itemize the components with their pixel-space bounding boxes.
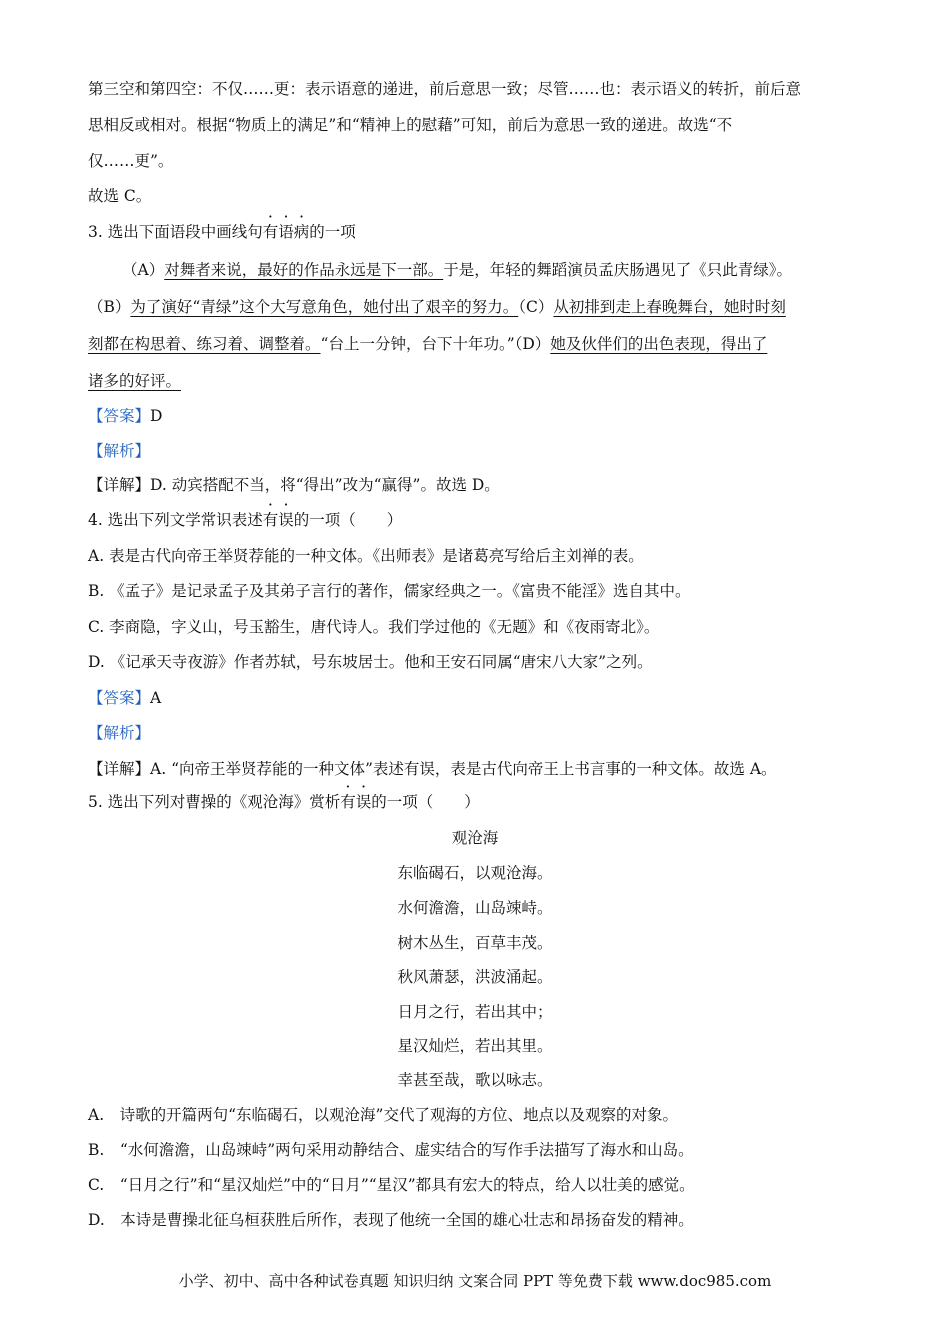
passage-line-3: 刻都在构思着、练习着、调整着。“台上一分钟，台下十年功。”（D）她及伙伴们的出色表现，得出了	[88, 335, 768, 353]
question-3-stem: 3. 选出下面语段中画线句有语病的一项	[88, 223, 356, 241]
explanation-line-2: 思相反或相对。根据“物质上的满足”和“精神上的慰藉”可知，前后为意思一致的递进。故选“不	[88, 116, 733, 134]
option-4d: D. 《记承天寺夜游》作者苏轼，号东坡居士。他和王安石同属“唐宋八大家”之列。	[88, 653, 653, 671]
detail-3: 【详解】D. 动宾搭配不当，将“得出”改为“赢得”。故选 D。	[88, 476, 500, 494]
analysis-label-3: 【解析】	[88, 442, 151, 460]
passage-line-2: （B）为了演好“青绿”这个大写意角色，她付出了艰辛的努力。（C）从初排到走上春晚舞台，她时时刻	[88, 298, 786, 316]
poem-line: 星汉灿烂，若出其里。	[397, 1037, 553, 1055]
poem-line: 水何澹澹，山岛竦峙。	[397, 899, 553, 917]
poem-line: 东临碣石，以观沧海。	[397, 864, 553, 882]
poem-line: 幸甚至哉，歌以咏志。	[397, 1071, 553, 1089]
option-4a: A. 表是古代向帝王举贤荐能的一种文体。《出师表》是诸葛亮写给后主刘禅的表。	[88, 547, 644, 565]
option-5a: A. 诗歌的开篇两句“东临碣石，以观沧海”交代了观海的方位、地点以及观察的对象。	[88, 1106, 678, 1124]
explanation-line-3: 仅……更”。	[88, 152, 174, 170]
answer-3: 【答案】D	[88, 407, 163, 425]
option-5c: C. “日月之行”和“星汉灿烂”中的“日月”“星汉”都具有宏大的特点，给人以壮美的感觉。	[88, 1176, 695, 1194]
poem-line: 日月之行，若出其中；	[397, 1003, 553, 1021]
answer-4: 【答案】A	[88, 689, 162, 707]
question-5-stem: 5. 选出下列对曹操的《观沧海》赏析有误的一项（ ）	[88, 793, 480, 811]
option-5b: B. “水何澹澹，山岛竦峙”两句采用动静结合、虚实结合的写作手法描写了海水和山岛。	[88, 1141, 694, 1159]
footer-banner: 小学、初中、高中各种试卷真题 知识归纳 文案合同 PPT 等免费下载 www.doc985.com	[178, 1272, 772, 1290]
option-4c: C. 李商隐，字义山，号玉豁生，唐代诗人。我们学过他的《无题》和《夜雨寄北》。	[88, 618, 660, 636]
option-4b: B. 《孟子》是记录孟子及其弟子言行的著作，儒家经典之一。《富贵不能淫》选自其中。	[88, 582, 691, 600]
question-4-stem: 4. 选出下列文学常识表述有误的一项（ ）	[88, 511, 403, 529]
passage-line-1: （A）对舞者来说，最好的作品永远是下一部。于是，年轻的舞蹈演员孟庆肠遇见了《只此青绿》。	[122, 261, 792, 279]
detail-4: 【详解】A. “向帝王举贤荐能的一种文体”表述有误，表是古代向帝王上书言事的一种文体。故选 A。	[88, 760, 777, 778]
poem-title: 观沧海	[451, 829, 499, 847]
passage-line-4: 诸多的好评。	[88, 372, 182, 390]
option-5d: D. 本诗是曹操北征乌桓获胜后所作，表现了他统一全国的雄心壮志和昂扬奋发的精神。	[88, 1211, 694, 1229]
poem-line: 树木丛生，百草丰茂。	[397, 934, 553, 952]
explanation-line-1: 第三空和第四空：不仅……更：表示语意的递进，前后意思一致；尽管……也：表示语义的转折，前后意	[88, 80, 802, 98]
poem-line: 秋风萧瑟，洪波涌起。	[397, 968, 553, 986]
answer-conclusion: 故选 C。	[88, 187, 152, 205]
analysis-label-4: 【解析】	[88, 724, 151, 742]
